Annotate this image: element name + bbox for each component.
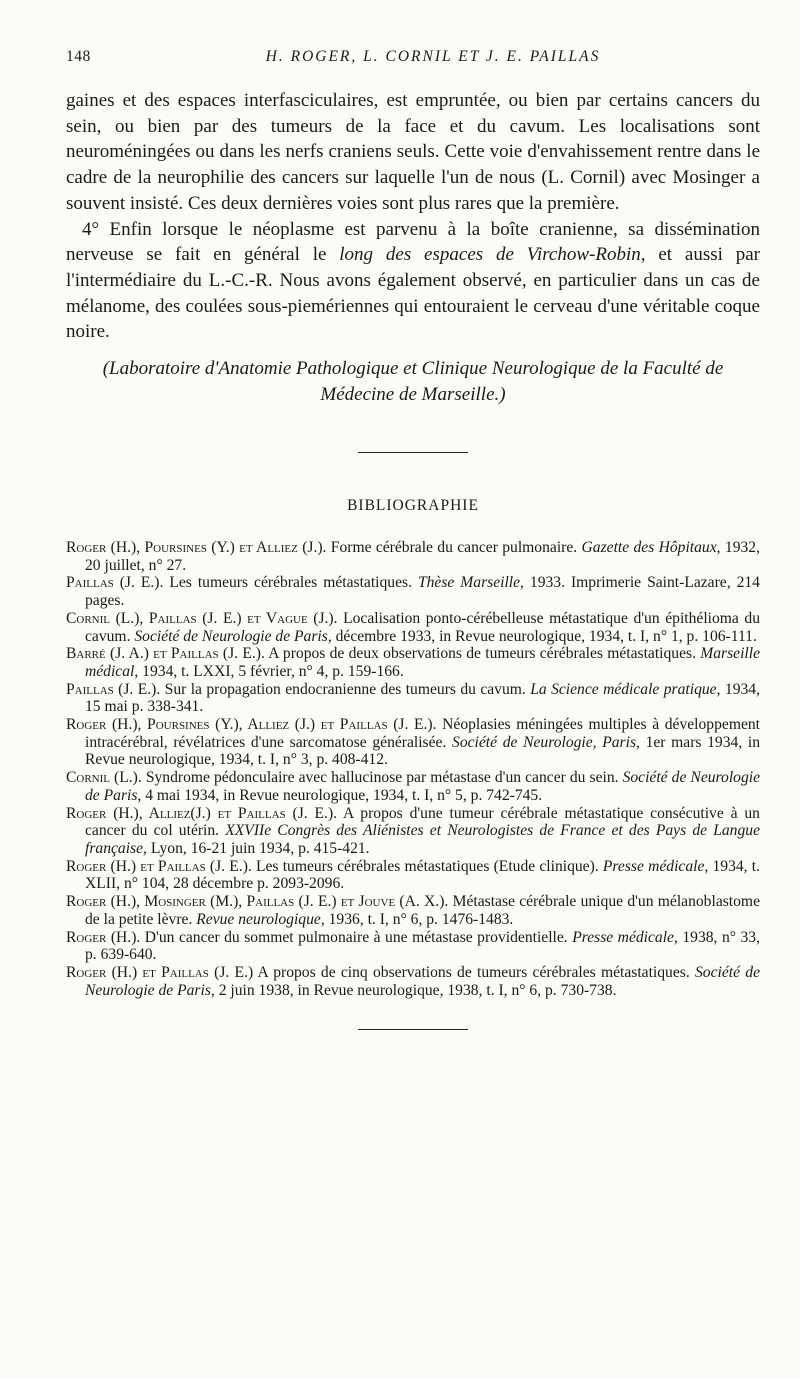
running-title: H. ROGER, L. CORNIL ET J. E. PAILLAS	[265, 48, 601, 65]
entry-reference: , 1934, 15 mai p. 338-341.	[85, 680, 760, 716]
entry-reference: , décembre 1933, in Revue neurologique, 1934, t. I, n° 1, p. 106-111.	[327, 627, 757, 645]
paragraph: gaines et des espaces interfasciculaires, est empruntée, ou bien par certains cancers du sein, ou bien par des tumeurs de la face et du cavum. Les localisations sont neuroméningées ou dans les nerfs craniens seuls. Cette voie d'envahissement rentre dans le cadre de la neurophilie des cancers sur laquelle l'un de nous (L. Cornil) avec Mosinger a souvent insisté. Ces deux dernières voies sont plus rares que la première.	[66, 90, 760, 214]
italic-term: long des espaces de Virchow-Robin	[339, 244, 641, 266]
bibliography-entry	[66, 574, 760, 609]
entry-reference: , 1936, t. I, n° 6, p. 1476-1483.	[320, 910, 514, 928]
entry-title: Localisation ponto-cérébelleuse métastatique d'un épithélioma du cavum.	[85, 609, 761, 645]
entry-journal: Gazette des Hôpitaux	[581, 539, 717, 557]
entry-authors: Barré (J. A.) et Paillas (J. E.).	[66, 645, 265, 663]
entry-journal: Presse médicale	[602, 857, 705, 875]
entry-journal: Thèse Marseille	[417, 574, 521, 592]
entry-journal: Société de Neurologie de Paris	[85, 963, 760, 999]
entry-reference: , 1933. Imprimerie Saint-Lazare, 214 pages.	[85, 574, 760, 610]
entry-reference: , 1er mars 1934, in Revue neurologique, 1934, t. I, n° 3, p. 408-412.	[85, 733, 760, 769]
entry-title: Forme cérébrale du cancer pulmonaire.	[326, 539, 582, 557]
bibliography-entry	[66, 716, 760, 769]
bibliography-entry	[66, 964, 760, 999]
entry-journal: Presse médicale	[572, 928, 674, 946]
entry-journal: Société de Neurologie de Paris	[85, 769, 761, 804]
bibliography-entry	[66, 539, 760, 574]
body-text	[66, 88, 760, 345]
entry-reference: , 2 juin 1938, in Revue neurologique, 1938, t. I, n° 6, p. 730-738.	[210, 981, 617, 999]
entry-reference: , Lyon, 16-21 juin 1934, p. 415-421.	[143, 839, 370, 857]
divider	[358, 452, 468, 453]
bibliography-entry	[66, 929, 760, 964]
entry-title: A propos de deux observations de tumeurs cérébrales métastatiques.	[264, 645, 701, 663]
entry-title: A propos de cinq observations de tumeurs cérébrales métastatiques.	[253, 963, 695, 981]
bibliography-entry	[66, 769, 760, 804]
entry-journal: La Science médicale pratique	[530, 680, 717, 698]
entry-title: Les tumeurs cérébrales métastatiques.	[163, 574, 418, 592]
entry-reference: , 1934, t. LXXI, 5 février, n° 4, p. 159-166.	[134, 662, 404, 680]
entry-journal: Marseille médical	[85, 645, 760, 680]
entry-authors: Roger (H.), Mosinger (M.), Paillas (J. E.) et Jouve (A. X.).	[66, 893, 449, 911]
entry-title: Sur la propagation endocranienne des tumeurs du cavum.	[160, 680, 531, 698]
entry-journal: Revue neurologique	[196, 910, 321, 928]
bibliography-entry	[66, 893, 760, 928]
entry-journal: Société de Neurologie de Paris	[134, 627, 328, 645]
entry-title: Syndrome pédonculaire avec hallucinose par métastase d'un cancer du sein.	[141, 769, 623, 787]
entry-title: D'un cancer du sommet pulmonaire à une métastase providentielle.	[140, 928, 573, 946]
entry-reference: , 1938, n° 33, p. 639-640.	[85, 928, 760, 964]
bibliography-entry	[66, 805, 760, 858]
bibliography-title: BIBLIOGRAPHIE	[347, 497, 479, 515]
page	[66, 44, 760, 1030]
bibliography-list	[66, 539, 760, 999]
entry-title: Les tumeurs cérébrales métastatiques (Etude clinique).	[251, 857, 603, 875]
bibliography-entry	[66, 645, 760, 680]
entry-authors: Cornil (L.), Paillas (J. E.) et Vague (J.).	[66, 609, 338, 627]
divider	[358, 1029, 468, 1030]
entry-reference: , 1934, t. XLII, n° 104, 28 décembre p. 2093-2096.	[85, 857, 760, 893]
entry-title: A propos d'une tumeur cérébrale métastatique consécutive à un cancer du col utérin.	[85, 804, 760, 840]
entry-title: Métastase cérébrale unique d'un mélanoblastome de la petite lèvre.	[85, 893, 760, 928]
laboratory-affiliation: (Laboratoire d'Anatomie Pathologique et Clinique Neurologique de la Faculté de Médecine de Marseille.)	[102, 358, 724, 405]
entry-journal: Société de Neurologie, Paris	[452, 733, 637, 751]
entry-authors: Paillas (J. E.).	[66, 574, 164, 592]
entry-authors: Cornil (L.).	[66, 769, 142, 787]
paragraph	[66, 217, 760, 346]
bibliography-entry	[66, 858, 760, 893]
entry-authors: Roger (H.).	[66, 928, 141, 946]
bibliography-entry	[66, 610, 760, 645]
entry-title: Néoplasies méningées multiples à développement intracérébral, révélatrices d'une sarcomatose généralisée.	[85, 716, 761, 751]
entry-authors: Roger (H.) et Paillas (J. E.).	[66, 857, 252, 875]
page-header	[66, 44, 760, 74]
bibliography-entry	[66, 681, 760, 716]
page-number: 148	[66, 48, 91, 65]
entry-authors: Roger (H.), Alliez(J.) et Paillas (J. E.).	[66, 804, 338, 822]
entry-reference: , 4 mai 1934, in Revue neurologique, 1934, t. I, n° 5, p. 742-745.	[137, 786, 543, 804]
entry-authors: Roger (H.), Poursines (Y.) et Alliez (J.).	[66, 539, 327, 557]
entry-journal: XXVIIe Congrès des Aliénistes et Neurologistes de France et des Pays de Langue française	[85, 822, 760, 857]
entry-authors: Paillas (J. E.).	[66, 680, 161, 698]
entry-authors: Roger (H.) et Paillas (J. E.)	[66, 963, 254, 981]
paragraph-text: 4° Enfin lorsque le néoplasme est parvenu à la boîte cranienne, sa dissémination nerveuse se fait en général le	[66, 218, 760, 266]
entry-reference: , 1932, 20 juillet, n° 27.	[85, 539, 760, 574]
paragraph-text: , et aussi par l'intermédiaire du L.-C.-R. Nous avons également observé, en particulier dans un cas de mélanome, des coulées sous-piemériennes qui entouraient le cerveau d'une véritable coque noire.	[66, 244, 760, 343]
entry-authors: Roger (H.), Poursines (Y.), Alliez (J.) et Paillas (J. E.).	[66, 716, 437, 734]
